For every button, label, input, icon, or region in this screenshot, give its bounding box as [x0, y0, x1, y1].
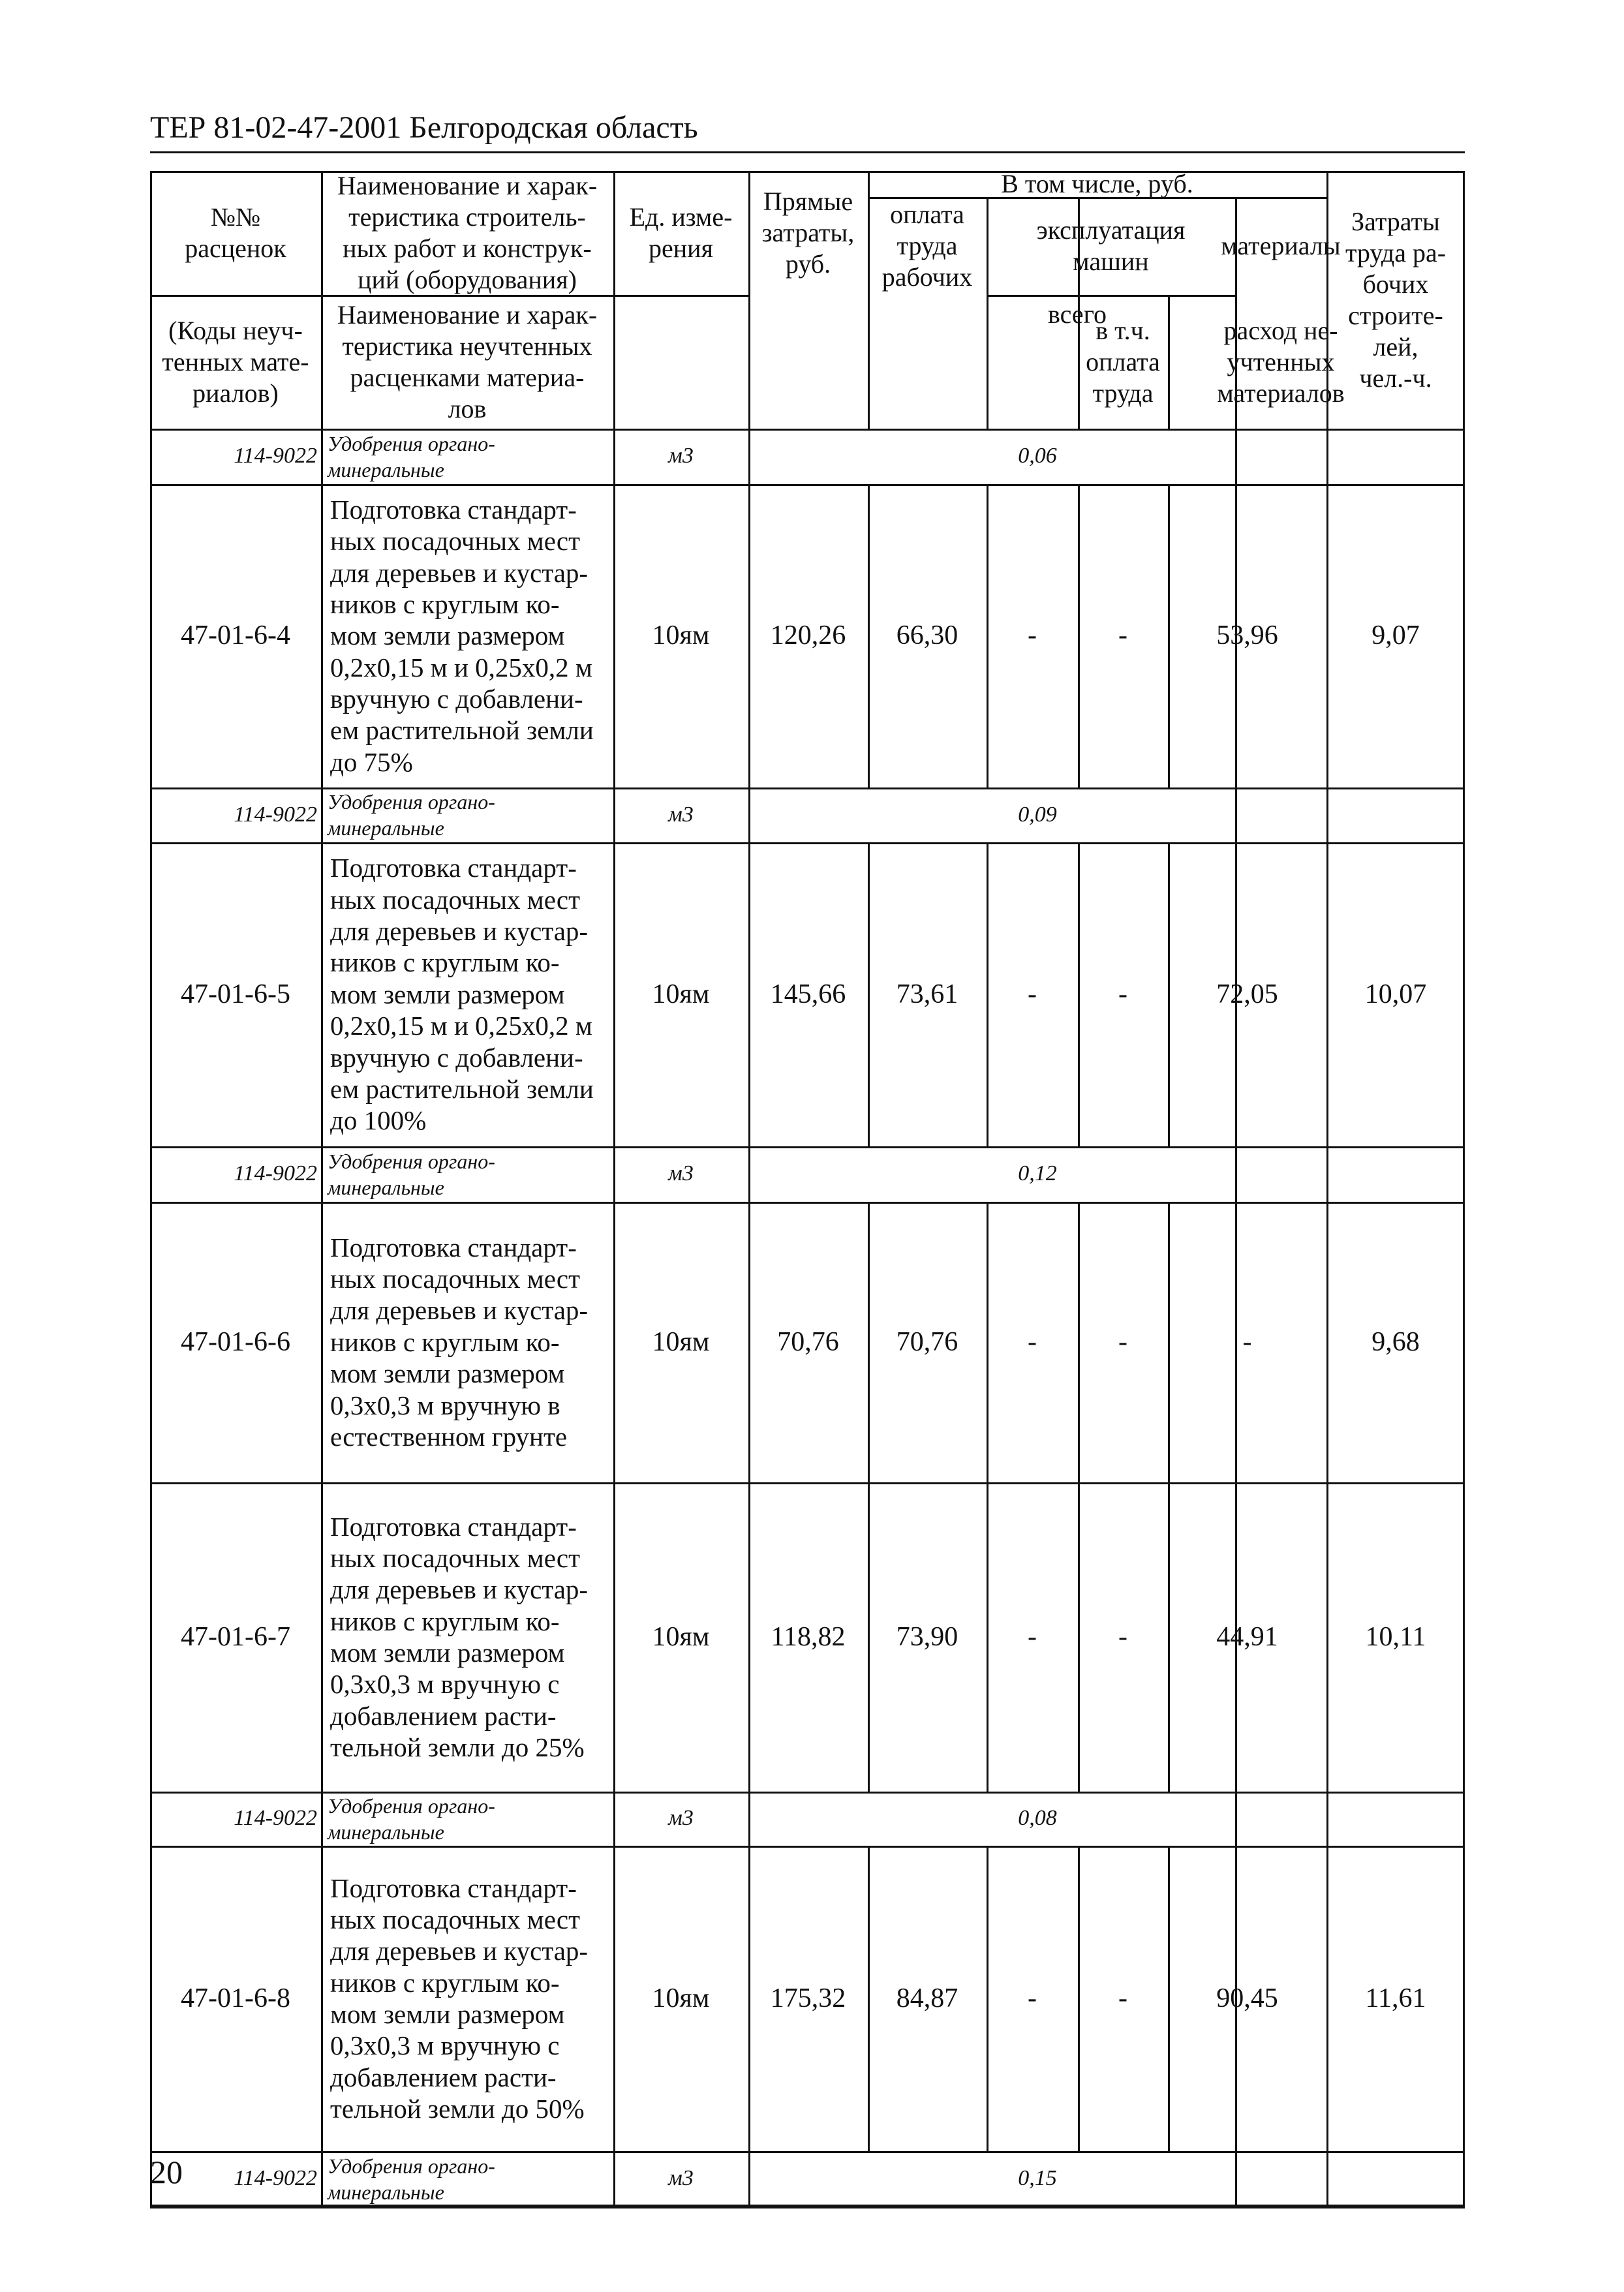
table-rule	[1326, 429, 1328, 484]
material-code-text: 114-9022	[234, 802, 317, 827]
header-unaccounted-name-text: Наименование и харак- теристика неучтенных расценками материа- лов	[337, 299, 598, 423]
rate-direct-costs-text: 70,76	[777, 1326, 839, 1357]
material-code-text: 114-9022	[234, 2166, 317, 2191]
header-direct	[748, 171, 868, 295]
rate-code	[150, 1482, 321, 1792]
rate-wages-text: 73,61	[896, 979, 958, 1009]
rate-machines-total-text: -	[1028, 620, 1037, 651]
rate-labor	[1326, 1846, 1465, 2151]
rate-unit	[613, 1846, 748, 2151]
rate-labor	[1326, 1482, 1465, 1792]
rate-machines-total	[987, 842, 1078, 1146]
rate-machines-total	[987, 1482, 1078, 1792]
header-name-text: Наименование и харак- теристика строитель- ных работ и конструк- ций (оборудования)	[337, 171, 598, 294]
rate-description	[321, 1202, 613, 1482]
rate-labor-text: 9,68	[1371, 1326, 1420, 1357]
header-materials-text: материалы	[1221, 231, 1341, 260]
header-name	[321, 171, 613, 295]
rate-description	[321, 1846, 613, 2151]
rate-materials-text: 53,96	[1216, 620, 1278, 651]
table-rule	[150, 2207, 1465, 2208]
material-name-text: Удобрения органо- минеральные	[328, 1149, 495, 1199]
header-machines	[987, 197, 1235, 295]
material-consumption	[748, 429, 1326, 484]
rate-labor-text: 10,07	[1364, 979, 1427, 1009]
header-machines-wages-text: в т.ч. оплата труда	[1086, 315, 1160, 408]
rate-direct-costs-text: 145,66	[770, 979, 846, 1009]
rates-table	[150, 169, 1465, 2204]
header-labor	[1326, 171, 1465, 429]
table-rule	[1326, 2151, 1328, 2207]
rate-machines-wages	[1078, 1202, 1168, 1482]
material-code-text: 114-9022	[234, 444, 317, 468]
material-consumption-text: 0,12	[1018, 1161, 1057, 1186]
rate-direct-costs	[748, 1846, 868, 2151]
header-code	[150, 171, 321, 295]
header-code-text: №№ расценок	[185, 202, 286, 263]
rate-direct-costs-text: 175,32	[770, 1983, 846, 2013]
rate-unit	[613, 484, 748, 787]
material-consumption	[748, 787, 1326, 842]
material-consumption	[748, 1792, 1326, 1846]
rate-unit-text: 10ям	[652, 1621, 710, 1652]
rate-description-text: Подготовка стандарт- ных посадочных мест для деревьев и кустар- ников с круглым ко- мом земли размером 0,3x0,3 м вручную в естественном грунте	[330, 1232, 589, 1452]
rate-labor	[1326, 484, 1465, 787]
material-name-text: Удобрения органо- минеральные	[328, 431, 495, 481]
rate-labor	[1326, 1202, 1465, 1482]
material-code	[150, 429, 321, 484]
header-unaccounted-code	[150, 295, 321, 429]
material-unit-text: м3	[668, 802, 694, 827]
material-unit-text: м3	[668, 444, 694, 468]
rate-description-text: Подготовка стандарт- ных посадочных мест для деревьев и кустар- ников с круглым ко- мом земли размером 0,2x0,15 м и 0,25x0,2 м вручную с добавлени- ем растительной земли до 100%	[330, 853, 594, 1136]
header-unit	[613, 171, 748, 295]
header-machines-text: эксплуатация машин	[1036, 215, 1186, 276]
rate-direct-costs	[748, 842, 868, 1146]
table-rule	[1168, 295, 1170, 429]
material-unit	[613, 1146, 748, 1202]
rate-machines-total	[987, 1202, 1078, 1482]
material-unit	[613, 787, 748, 842]
material-name-text: Удобрения органо- минеральные	[328, 2154, 495, 2204]
header-unaccounted-code-text: (Коды неуч- тенных мате- риалов)	[162, 315, 309, 408]
rate-materials	[1168, 1482, 1326, 1792]
rate-direct-costs-text: 118,82	[771, 1621, 846, 1652]
document-header: ТЕР 81-02-47-2001 Белгородская область	[150, 110, 698, 145]
rate-materials-text: 90,45	[1216, 1983, 1278, 2013]
header-materials-consumption-text: расход не- учтенных материалов	[1217, 315, 1345, 408]
header-direct-text: Прямые затраты, руб.	[761, 187, 855, 279]
material-code	[150, 1792, 321, 1846]
rate-wages-text: 84,87	[896, 1983, 958, 2013]
material-name	[321, 1146, 613, 1202]
rate-description	[321, 484, 613, 787]
table-rule	[1326, 1146, 1328, 1202]
rate-wages-text: 66,30	[896, 620, 958, 651]
rate-materials	[1168, 1846, 1326, 2151]
rate-materials	[1168, 1202, 1326, 1482]
rate-wages	[868, 842, 987, 1146]
material-name-text: Удобрения органо- минеральные	[328, 790, 495, 840]
material-unit-text: м3	[668, 1806, 694, 1831]
rate-code	[150, 484, 321, 787]
header-materials	[1221, 197, 1341, 295]
rate-wages-text: 73,90	[896, 1621, 958, 1652]
rate-machines-wages-text: -	[1118, 1983, 1127, 2013]
material-consumption	[748, 2151, 1326, 2207]
material-consumption-text: 0,15	[1018, 2166, 1057, 2191]
rate-direct-costs	[748, 1202, 868, 1482]
rate-code-text: 47-01-6-8	[181, 1983, 290, 2013]
rate-wages	[868, 1202, 987, 1482]
rate-description	[321, 1482, 613, 1792]
rate-materials	[1168, 842, 1326, 1146]
material-name	[321, 429, 613, 484]
rate-wages	[868, 1482, 987, 1792]
rate-labor-text: 10,11	[1365, 1621, 1426, 1652]
rate-materials-text: -	[1242, 1326, 1252, 1357]
rate-labor-text: 11,61	[1365, 1983, 1426, 2013]
material-unit-text: м3	[668, 1161, 694, 1186]
material-unit	[613, 1792, 748, 1846]
material-consumption	[748, 1146, 1326, 1202]
rate-machines-wages	[1078, 484, 1168, 787]
header-wages-text: оплата труда рабочих	[881, 200, 973, 292]
material-code	[150, 787, 321, 842]
rate-machines-total-text: -	[1028, 979, 1037, 1009]
material-code-text: 114-9022	[234, 1161, 317, 1186]
rate-direct-costs-text: 120,26	[770, 620, 846, 651]
material-name	[321, 1792, 613, 1846]
header-unit-text: Ед. изме- рения	[629, 202, 733, 263]
header-machines-wages	[1078, 295, 1168, 429]
header-materials-consumption	[1217, 295, 1345, 429]
material-unit	[613, 429, 748, 484]
header-wages	[868, 197, 987, 295]
material-name	[321, 787, 613, 842]
table-rule	[1326, 787, 1328, 842]
header-including-text: В том числе, руб.	[1001, 169, 1193, 198]
rate-machines-wages-text: -	[1118, 1621, 1127, 1652]
rate-code-text: 47-01-6-4	[181, 620, 290, 651]
rate-unit-text: 10ям	[652, 1326, 710, 1357]
material-code-text: 114-9022	[234, 1806, 317, 1831]
rate-wages	[868, 1846, 987, 2151]
material-unit	[613, 2151, 748, 2207]
rate-code	[150, 1846, 321, 2151]
rate-code-text: 47-01-6-7	[181, 1621, 290, 1652]
rate-machines-total-text: -	[1028, 1983, 1037, 2013]
material-consumption-text: 0,06	[1018, 444, 1057, 468]
rate-wages-text: 70,76	[896, 1326, 958, 1357]
rate-description	[321, 842, 613, 1146]
table-rule	[1326, 1792, 1328, 1846]
material-unit-text: м3	[668, 2166, 694, 2191]
rate-machines-wages	[1078, 1846, 1168, 2151]
rate-unit	[613, 1202, 748, 1482]
rate-machines-total	[987, 1846, 1078, 2151]
rate-unit	[613, 1482, 748, 1792]
rate-description-text: Подготовка стандарт- ных посадочных мест для деревьев и кустар- ников с круглым ко- мом земли размером 0,3x0,3 м вручную с добавлением расти- тельной земли до 25%	[330, 1511, 589, 1763]
rate-machines-total-text: -	[1028, 1621, 1037, 1652]
rate-materials-text: 72,05	[1216, 979, 1278, 1009]
material-name-text: Удобрения органо- минеральные	[328, 1794, 495, 1844]
rate-code-text: 47-01-6-5	[181, 979, 290, 1009]
header-unaccounted-name	[321, 295, 613, 429]
material-name	[321, 2151, 613, 2207]
rate-labor	[1326, 842, 1465, 1146]
rate-description-text: Подготовка стандарт- ных посадочных мест для деревьев и кустар- ников с круглым ко- мом земли размером 0,3x0,3 м вручную с добавлением расти- тельной земли до 50%	[330, 1872, 589, 2124]
rate-wages	[868, 484, 987, 787]
page-number: 20	[150, 2154, 183, 2190]
rate-unit-text: 10ям	[652, 979, 710, 1009]
rate-code-text: 47-01-6-6	[181, 1326, 290, 1357]
header-rule	[150, 151, 1465, 153]
rate-materials	[1168, 484, 1326, 787]
rate-machines-wages-text: -	[1118, 620, 1127, 651]
header-labor-text: Затраты труда ра- бочих строите- лей, чел.-ч.	[1345, 206, 1447, 393]
rate-unit	[613, 842, 748, 1146]
rate-direct-costs	[748, 1482, 868, 1792]
header-including	[868, 171, 1326, 197]
rate-description-text: Подготовка стандарт- ных посадочных мест для деревьев и кустар- ников с круглым ко- мом земли размером 0,2x0,15 м и 0,25x0,2 м вручную с добавлени- ем растительной земли до 75%	[330, 494, 594, 777]
rate-machines-total	[987, 484, 1078, 787]
rate-machines-wages	[1078, 842, 1168, 1146]
header-machines-total-text: всего	[1047, 299, 1107, 329]
rate-machines-wages-text: -	[1118, 979, 1127, 1009]
rate-code	[150, 1202, 321, 1482]
rate-unit-text: 10ям	[652, 1983, 710, 2013]
rate-materials-text: 44,91	[1216, 1621, 1278, 1652]
material-consumption-text: 0,08	[1018, 1806, 1057, 1831]
rate-machines-wages-text: -	[1118, 1326, 1127, 1357]
material-consumption-text: 0,09	[1018, 802, 1057, 827]
rate-machines-wages	[1078, 1482, 1168, 1792]
rate-direct-costs	[748, 484, 868, 787]
rate-code	[150, 842, 321, 1146]
rate-machines-total-text: -	[1028, 1326, 1037, 1357]
material-code	[150, 1146, 321, 1202]
rate-unit-text: 10ям	[652, 620, 710, 651]
rate-labor-text: 9,07	[1371, 620, 1420, 651]
